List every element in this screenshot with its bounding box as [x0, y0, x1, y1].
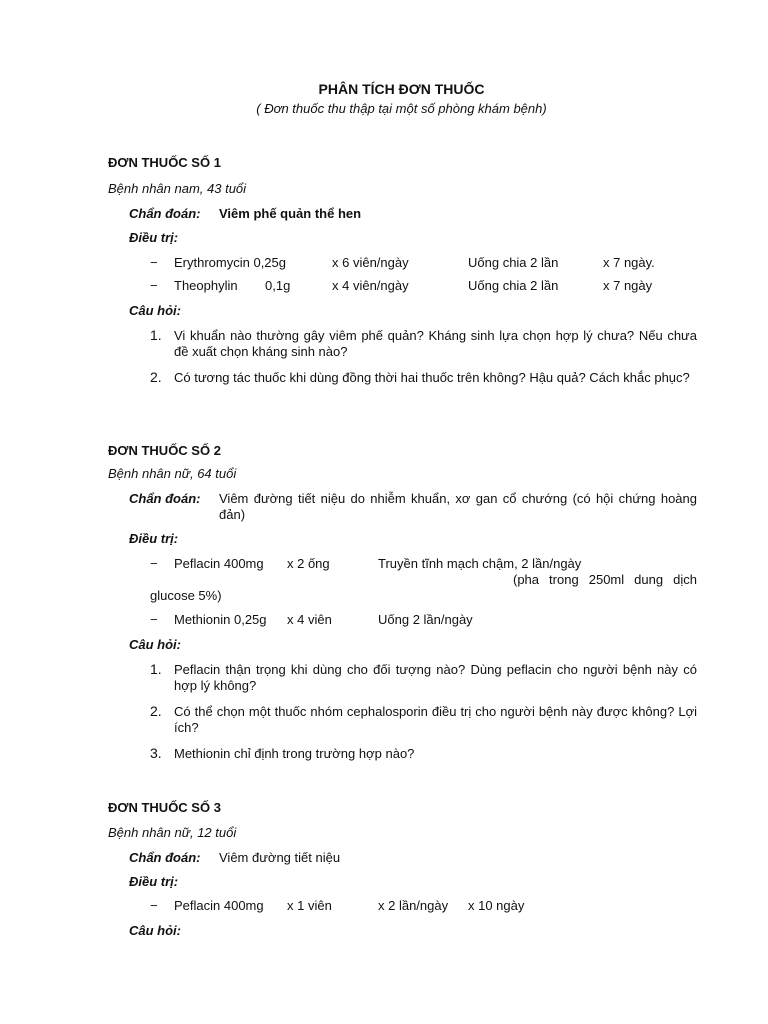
- drug-dose: x 2 ống: [287, 556, 330, 571]
- diagnosis-label: Chẩn đoán:: [129, 206, 201, 221]
- drug-dose: x 4 viên: [287, 612, 332, 627]
- drug-note: (pha trong 250ml dung dịch glucose 5%): [150, 572, 697, 603]
- prescription-heading: ĐƠN THUỐC SỐ 3: [108, 800, 221, 815]
- drug-usage: Truyền tĩnh mạch chậm, 2 lần/ngày: [378, 556, 582, 571]
- page-title: PHÂN TÍCH ĐƠN THUỐC: [318, 81, 485, 97]
- drug-usage: Uống 2 lần/ngày: [378, 612, 473, 627]
- question-number: 1.: [150, 661, 162, 677]
- diagnosis-value: Viêm đường tiết niệu: [219, 850, 341, 865]
- drug-usage: Uống chia 2 lần: [468, 278, 559, 293]
- drug-dose: x 1 viên: [287, 898, 332, 913]
- diagnosis-value: Viêm đường tiết niệu do nhiễm khuẩn, xơ gan cổ chướng (có hội chứng hoàng đản): [219, 491, 697, 522]
- drug-name: Peflacin 400mg: [174, 898, 264, 913]
- drug-name: Methionin 0,25g: [174, 612, 267, 627]
- list-dash: −: [150, 278, 158, 293]
- diagnosis-label: Chẩn đoán:: [129, 491, 201, 506]
- list-dash: −: [150, 556, 158, 571]
- question-text: Có thể chọn một thuốc nhóm cephalosporin điều trị cho người bệnh này được không? Lợi ích?: [174, 704, 697, 735]
- list-dash: −: [150, 255, 158, 270]
- question-number: 2.: [150, 369, 162, 385]
- treatment-label: Điều trị:: [129, 230, 179, 245]
- question-text: Vi khuẩn nào thường gây viêm phế quản? Kháng sinh lựa chọn hợp lý chưa? Nếu chưa đề xuất chọn kháng sinh nào?: [174, 328, 697, 359]
- question-number: 3.: [150, 745, 162, 761]
- patient-info: Bệnh nhân nam, 43 tuổi: [108, 181, 247, 196]
- question-number: 1.: [150, 327, 162, 343]
- question-number: 2.: [150, 703, 162, 719]
- drug-name: Theophylin: [174, 278, 238, 293]
- diagnosis-label: Chẩn đoán:: [129, 850, 201, 865]
- treatment-label: Điều trị:: [129, 874, 179, 889]
- drug-dose: x 4 viên/ngày: [332, 278, 409, 293]
- question-text: Peflacin thận trọng khi dùng cho đối tượng nào? Dùng peflacin cho người bệnh này có hợp lý không?: [174, 662, 697, 693]
- patient-info: Bệnh nhân nữ, 12 tuổi: [108, 825, 237, 840]
- drug-usage: Uống chia 2 lần: [468, 255, 559, 270]
- drug-usage: x 2 lần/ngày: [378, 898, 449, 913]
- drug-duration: x 10 ngày: [468, 898, 525, 913]
- treatment-label: Điều trị:: [129, 531, 179, 546]
- questions-label: Câu hỏi:: [129, 923, 181, 938]
- drug-name: Peflacin 400mg: [174, 556, 264, 571]
- questions-label: Câu hỏi:: [129, 637, 181, 652]
- prescription-heading: ĐƠN THUỐC SỐ 1: [108, 155, 221, 170]
- drug-duration: x 7 ngày.: [603, 255, 655, 270]
- drug-name: Erythromycin 0,25g: [174, 255, 286, 270]
- drug-duration: x 7 ngày: [603, 278, 653, 293]
- list-dash: −: [150, 898, 158, 913]
- diagnosis-value: Viêm phế quản thể hen: [219, 206, 362, 221]
- question-text: Methionin chỉ định trong trường hợp nào?: [174, 746, 415, 761]
- question-text: Có tương tác thuốc khi dùng đồng thời hai thuốc trên không? Hậu quả? Cách khắc phục?: [174, 370, 690, 385]
- drug-strength: 0,1g: [265, 278, 291, 293]
- patient-info: Bệnh nhân nữ, 64 tuổi: [108, 466, 237, 481]
- drug-dose: x 6 viên/ngày: [332, 255, 409, 270]
- prescription-heading: ĐƠN THUỐC SỐ 2: [108, 443, 221, 458]
- list-dash: −: [150, 612, 158, 627]
- page-subtitle: ( Đơn thuốc thu thập tại một số phòng khám bệnh): [256, 101, 547, 116]
- questions-label: Câu hỏi:: [129, 303, 181, 318]
